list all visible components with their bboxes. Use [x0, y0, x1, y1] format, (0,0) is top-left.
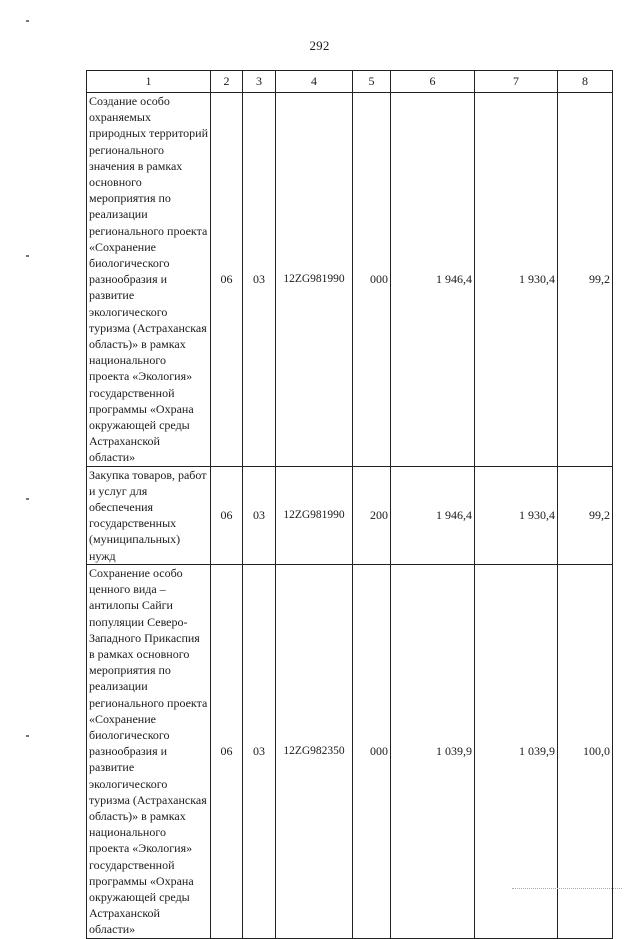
row-section: 06 — [211, 466, 243, 564]
page-number: 292 — [309, 38, 330, 53]
row-expense-type: 200 — [353, 466, 391, 564]
column-header: 4 — [276, 71, 353, 93]
row-actual: 1 039,9 — [475, 564, 558, 938]
column-header: 8 — [558, 71, 613, 93]
table-header-row — [87, 71, 613, 93]
row-percent: 100,0 — [558, 564, 613, 938]
table-row — [87, 93, 613, 467]
row-section: 06 — [211, 93, 243, 467]
scan-mark — [26, 255, 29, 257]
row-subsection: 03 — [243, 564, 276, 938]
row-expense-type: 000 — [353, 93, 391, 467]
row-description: Создание особо охраняемых природных территорий регионального значения в рамках основного мероприятия по реализации регионального проекта «Сохранение биологического разнообразия и развитие экологического туризма (Астраханская область)» в рамках национального проекта «Экология» государственной программы «Охрана окружающей среды Астраханской области» — [87, 93, 211, 467]
row-expense-type: 000 — [353, 564, 391, 938]
row-plan: 1 039,9 — [391, 564, 475, 938]
column-header: 3 — [243, 71, 276, 93]
row-section: 06 — [211, 564, 243, 938]
column-header: 7 — [475, 71, 558, 93]
row-percent: 99,2 — [558, 466, 613, 564]
row-description: Сохранение особо ценного вида – антилопы Сайги популяции Северо-Западного Прикаспия в рамках основного мероприятия по реализации регионального проекта «Сохранение биологического разнообразия и развитие экологического туризма (Астраханская область)» в рамках национального проекта «Экология» государственной программы «Охрана окружающей среды Астраханской области» — [87, 564, 211, 938]
table-row — [87, 466, 613, 564]
budget-table — [86, 70, 613, 939]
row-target-item: 12ZG981990 — [276, 93, 353, 467]
row-actual: 1 930,4 — [475, 466, 558, 564]
row-target-item: 12ZG981990 — [276, 466, 353, 564]
row-target-item: 12ZG982350 — [276, 564, 353, 938]
row-percent: 99,2 — [558, 93, 613, 467]
row-subsection: 03 — [243, 93, 276, 467]
column-header: 2 — [211, 71, 243, 93]
column-header: 6 — [391, 71, 475, 93]
column-header: 1 — [87, 71, 211, 93]
table-row — [87, 564, 613, 938]
row-subsection: 03 — [243, 466, 276, 564]
scan-mark — [26, 498, 29, 500]
row-description: Закупка товаров, работ и услуг для обеспечения государственных (муниципальных) нужд — [87, 466, 211, 564]
column-header: 5 — [353, 71, 391, 93]
scan-dots — [512, 888, 622, 889]
row-actual: 1 930,4 — [475, 93, 558, 467]
scan-mark — [26, 20, 29, 22]
scan-mark — [26, 735, 29, 737]
row-plan: 1 946,4 — [391, 466, 475, 564]
row-plan: 1 946,4 — [391, 93, 475, 467]
